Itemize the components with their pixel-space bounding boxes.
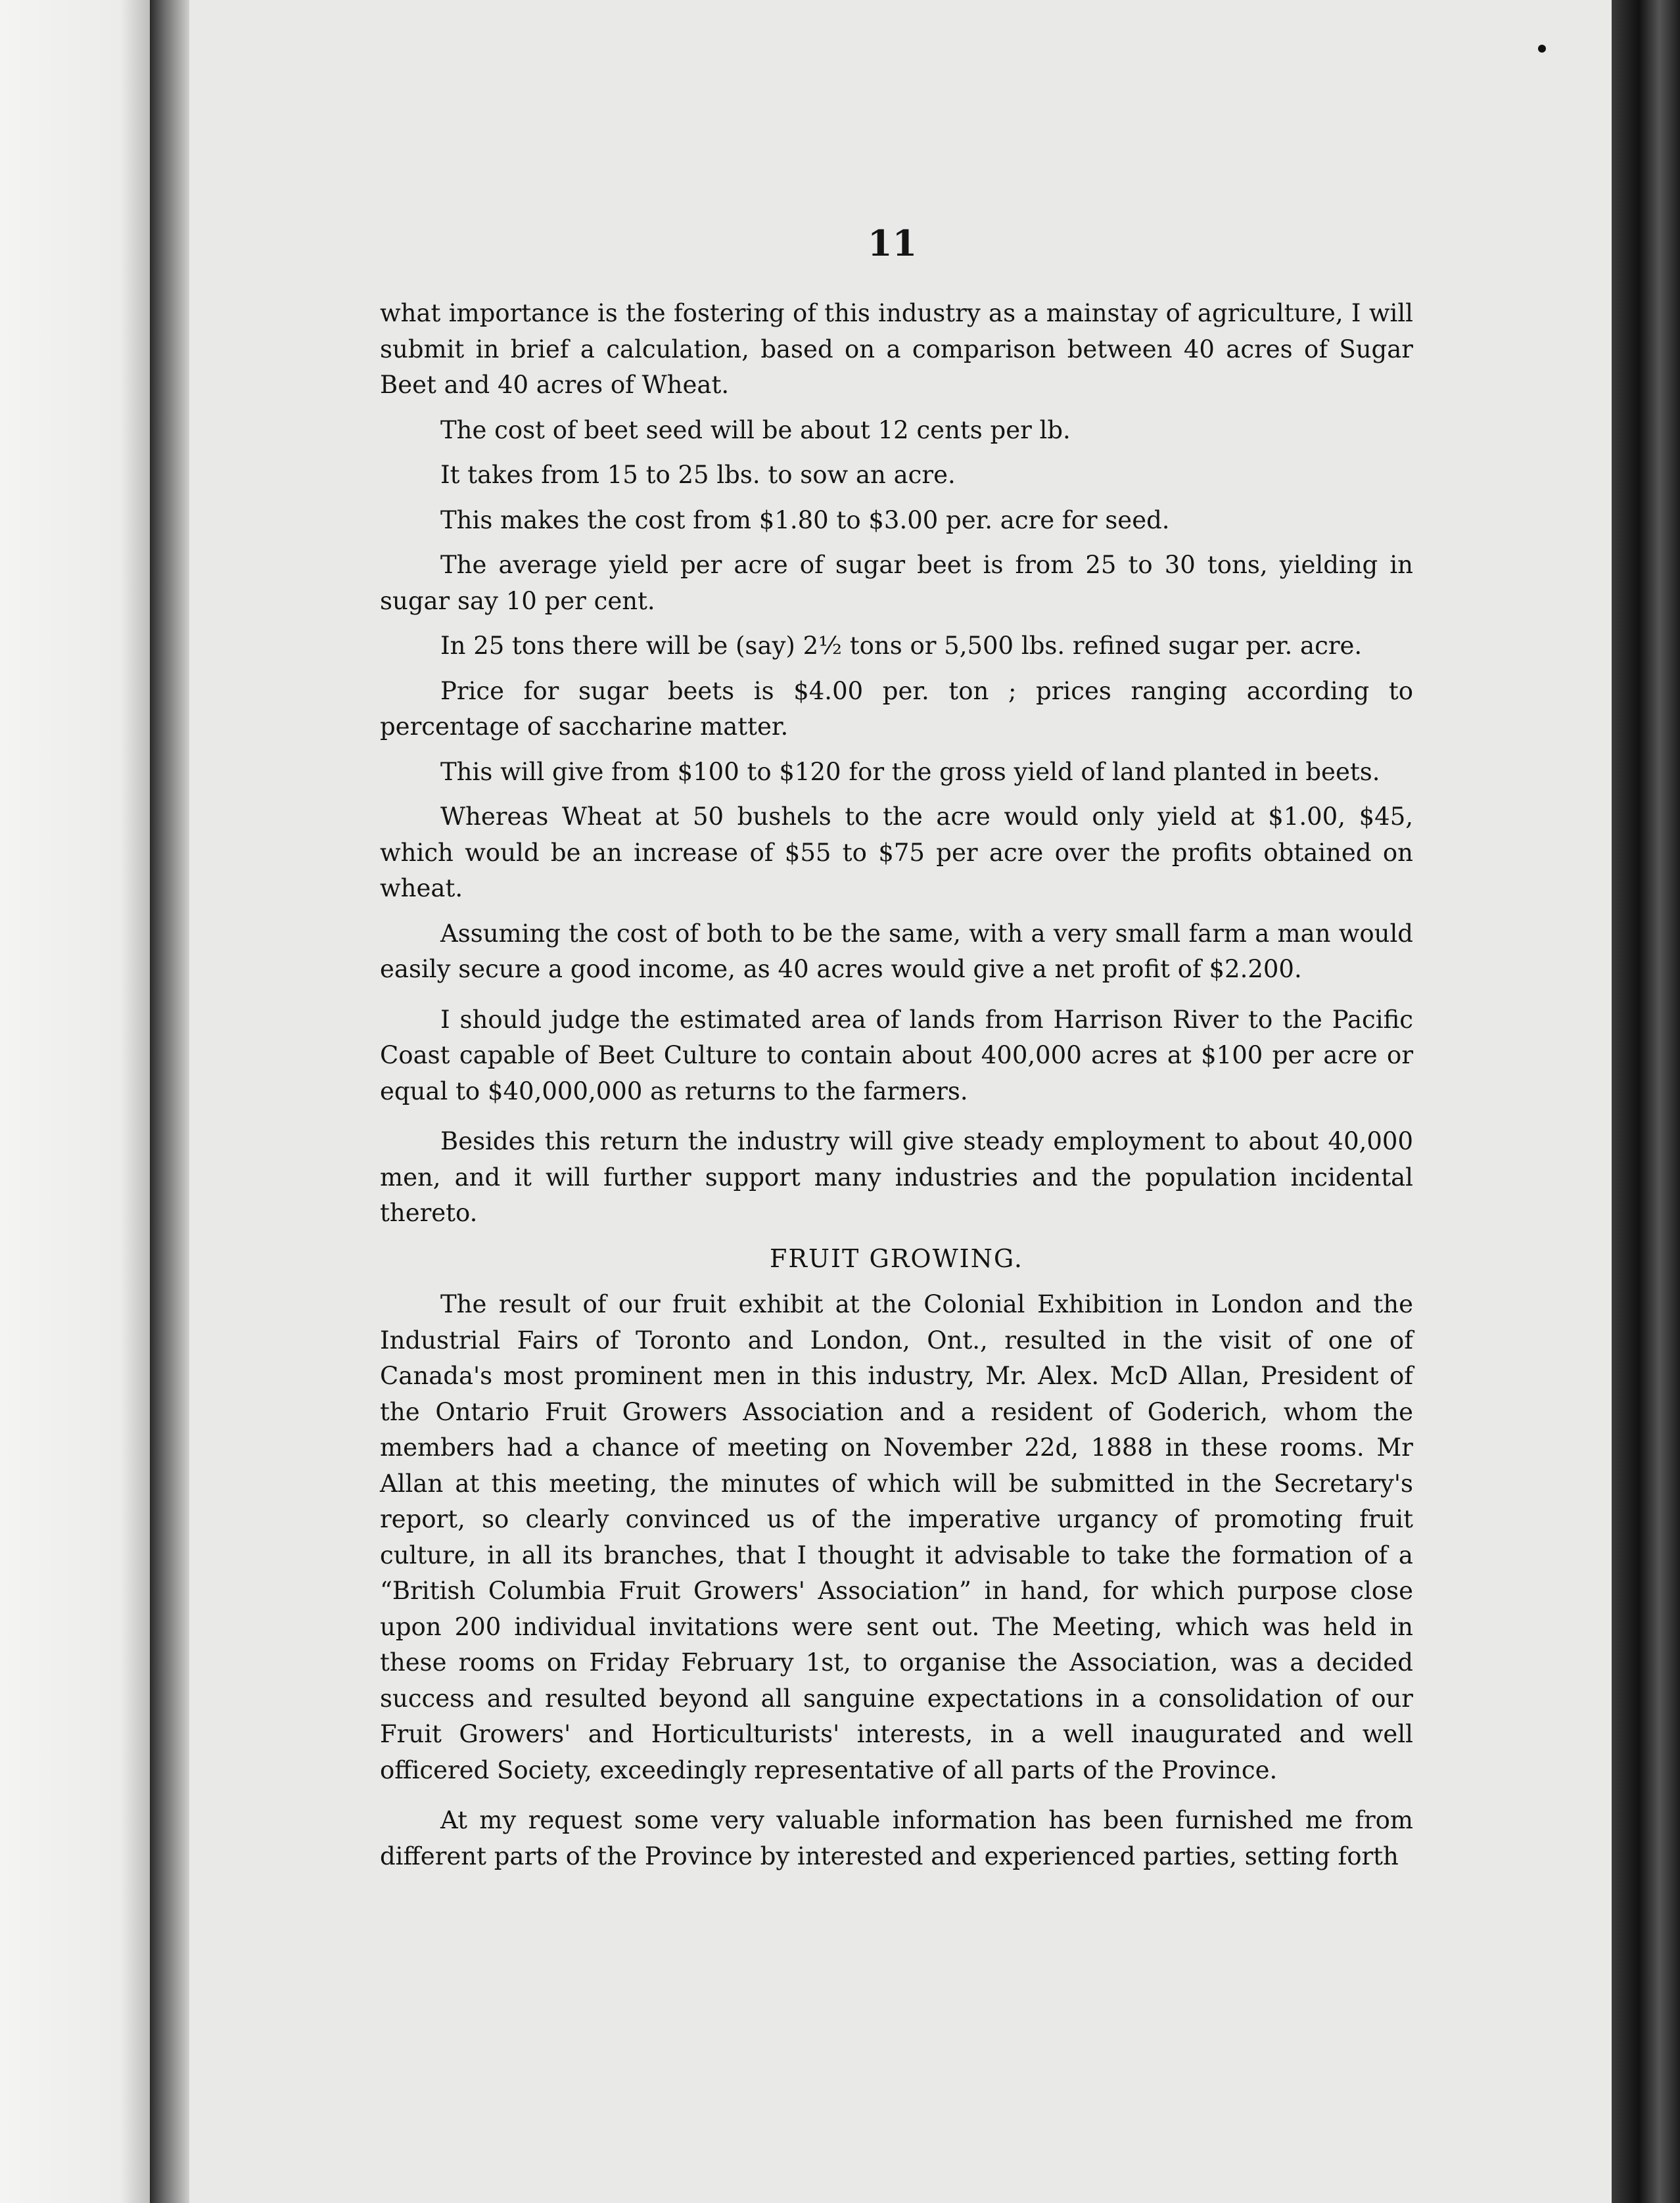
document-body [380,296,1413,1884]
paragraph: Assuming the cost of both to be the same, with a very small farm a man would easily secure a good income, as 40 acres would give a net profit of $2.200. [380,919,1413,983]
binding-spine [150,0,189,2203]
paragraph: The result of our fruit exhibit at the Colonial Exhibition in London and the Industrial Fairs of Toronto and London, Ont., resulted in the visit of one of Canada's most prominent men in this industry, Mr. Alex. McD Allan, President of the Ontario Fruit Growers Association and a resident of Goderich, whom the members had a chance of meeting on November 22d, 1888 in these rooms. Mr Allan at this meeting, the minutes of which will be submitted in the Secretary's report, so clearly convinced us of the imperative urgancy of promoting fruit culture, in all its branches, that I thought it advisable to take the formation of a “British Columbia Fruit Growers' Association” in hand, for which purpose close upon 200 individual invitations were sent out. The Meeting, which was held in these rooms on Friday February 1st, to organise the Association, was a decided success and resulted beyond all sanguine expectations in a consolidation of our Fruit Growers' and Horticulturists' interests, in a well inaugurated and well officered Society, exceedingly representative of all parts of the Province. [380,1290,1413,1784]
page-number: 11 [868,222,918,264]
paragraph: what importance is the fostering of this industry as a mainstay of agriculture, I will submit in brief a calculation, based on a comparison between 40 acres of Sugar Beet and 40 acres of Wheat. [380,299,1413,399]
paragraph: In 25 tons there will be (say) 2½ tons or 5,500 lbs. refined sugar per. acre. [440,632,1363,660]
paragraph: This will give from $100 to $120 for the gross yield of land planted in beets. [440,757,1380,786]
paragraph: It takes from 15 to 25 lbs. to sow an acre. [440,461,956,489]
paragraph: This makes the cost from $1.80 to $3.00 per. acre for seed. [440,505,1170,534]
paragraph: The average yield per acre of sugar beet is from 25 to 30 tons, yielding in sugar say 10 per cent. [380,551,1413,615]
paragraph: At my request some very valuable information has been furnished me from different parts of the Province by interested and experienced parties, setting forth [380,1806,1413,1870]
paragraph: I should judge the estimated area of lands from Harrison River to the Pacific Coast capable of Beet Culture to contain about 400,000 acres at $100 per acre or equal to $40,000,000 as returns to the farmers. [380,1005,1413,1105]
paragraph: Besides this return the industry will give steady employment to about 40,000 men, and it will further support many industries and the population incidental thereto. [380,1127,1413,1227]
right-page-edge [1612,0,1680,2203]
paragraph: The cost of beet seed will be about 12 cents per lb. [440,415,1071,444]
paragraph: Price for sugar beets is $4.00 per. ton ; prices ranging according to percentage of saccharine matter. [380,676,1413,741]
scan-dot [1538,45,1546,53]
left-margin-strip [0,0,150,2203]
section-heading: FRUIT GROWING. [770,1243,1023,1273]
paragraph: Whereas Wheat at 50 bushels to the acre would only yield at $1.00, $45, which would be an increase of $55 to $75 per acre over the profits obtained on wheat. [380,802,1413,902]
